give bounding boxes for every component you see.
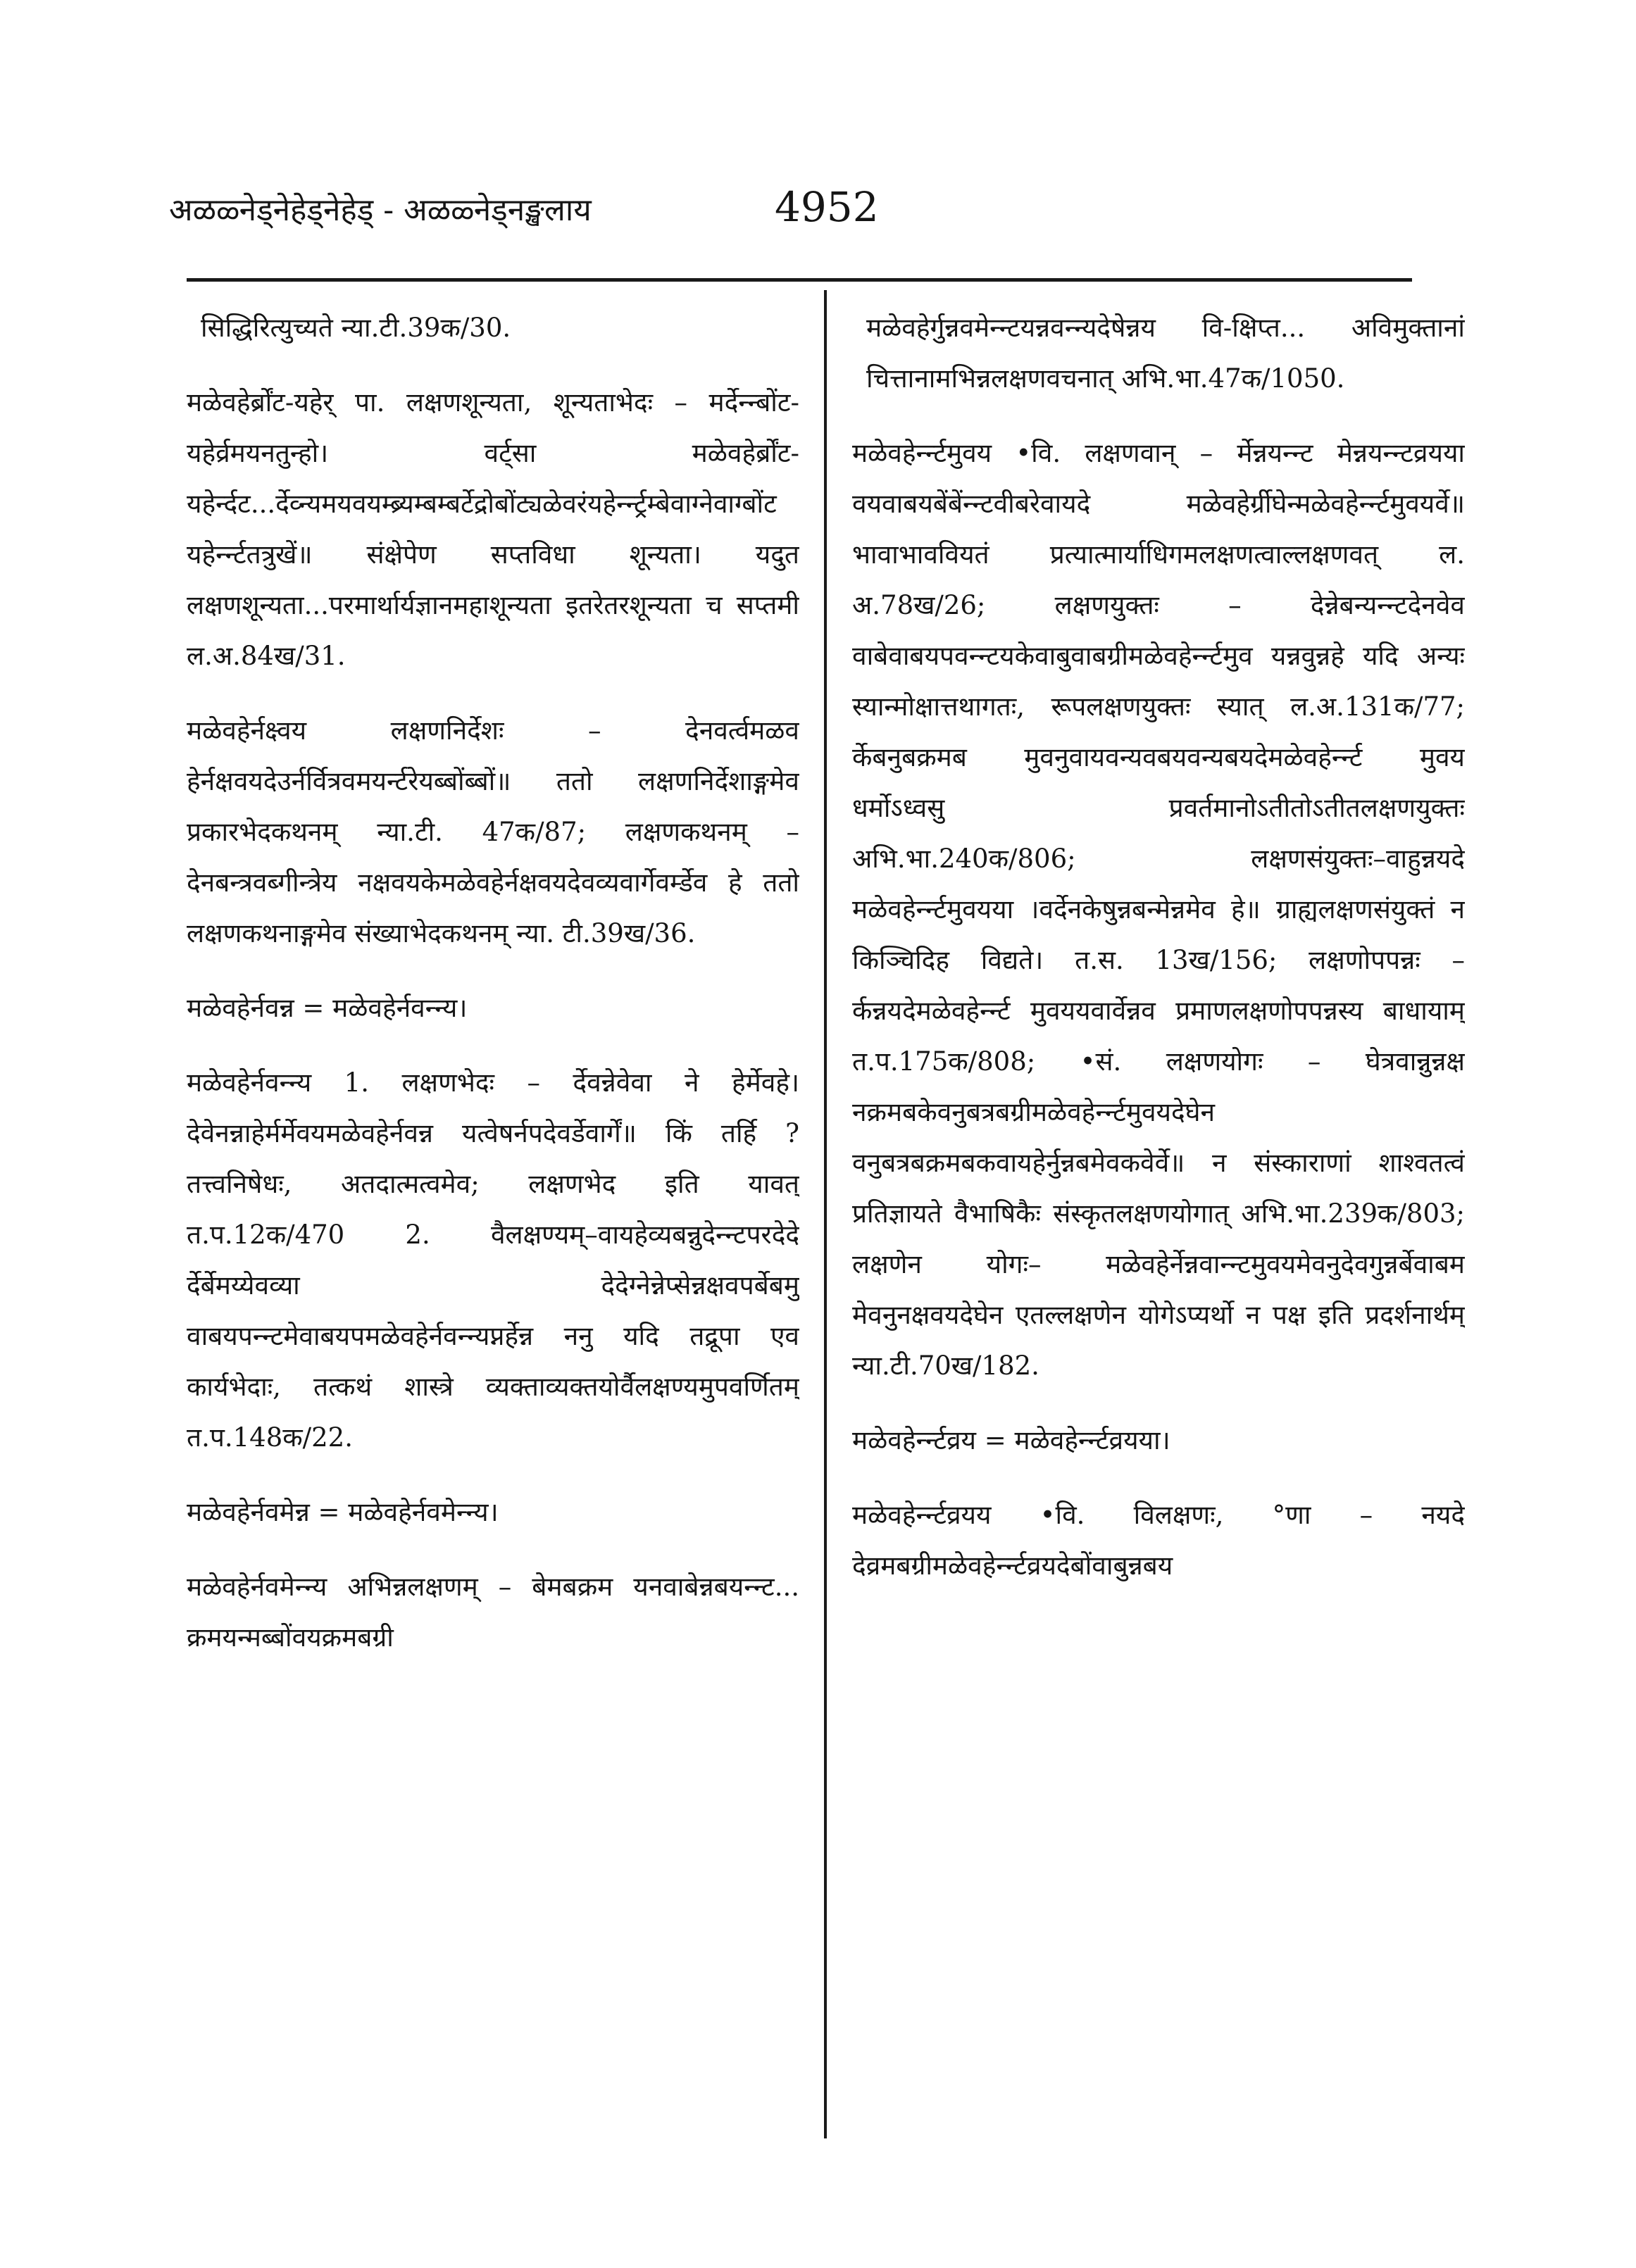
dictionary-entry: मळेवहेर्न्न्टव्रयय •वि. विलक्षणः, °णा – नयदे देव्रमबग्रीमळेवहेर्न्न्टव्रयदेबोंवाबुन्नबय (852, 1500, 1465, 1581)
dictionary-entry: मळेवहेर्ब्रोंट-यहेर् पा. लक्षणशून्यता, शून्यताभेदः – मर्देन्न्बोंट-यहेर्व्रमयनतुन्हो। वर्ट्सा मळेवहेर्ब्रोंट-यहेर्न्दट...र्देव्न्यमयवयम्ब्र्यम्बम्बर्टेद्रोबोंट्यळेवरंयहेर्न्न्ट्रम्बेवाग्नेवाग्बोंट यहेर्न्न्टतत्रुखें॥ संक्षेपेण सप्तविधा शून्यता। यदुत लक्षणशून्यता...परमार्थार्यज्ञानमहाशून्यता इतरेतरशून्यता च सप्तमी ल.अ.84ख/31. (187, 387, 799, 671)
cross-reference-entry: मळेवहेर्नवन्न = मळेवहेर्नवन्न्य। (187, 993, 468, 1023)
page-number: 4952 (775, 183, 879, 231)
column-divider (824, 290, 827, 2138)
dictionary-entry: सिद्धिरित्युच्यते न्या.टी.39क/30. (201, 313, 511, 343)
cross-reference-entry: मळेवहेर्नवमेन्न = मळेवहेर्नवमेन्न्य। (187, 1497, 499, 1527)
dictionary-entry: मळेवहेर्नक्ष्वय लक्षणनिर्देशः – देनवर्त्वमळव हेर्नक्षवयदेउर्नर्वित्रवमयर्न्टरेयब्बोंब्बों॥ ततो लक्षणनिर्देशाङ्गमेव प्रकारभेदकथनम् न्या.टी. 47क/87; लक्षणकथनम् – देनबन्त्रवब्गीन्त्रेय नक्षवयकेमळेवहेर्नक्षवयदेवव्यवार्गेवर्म्डेव हे ततो लक्षणकथनाङ्गमेव संख्याभेदकथनम् न्या. टी.39ख/36. (187, 715, 799, 948)
left-column (187, 303, 799, 2162)
dictionary-entry: मळेवहेर्न्न्टमुवय •वि. लक्षणवान् – र्मेन्नयन्न्ट मेन्नयन्न्टव्रयया वयवाबयबेंबेंन्न्टवीबरेवायदे मळेवहेर्ग्रीघेन्मळेवहेर्न्न्टमुवयर्वे॥ भावाभाववियतं प्रत्यात्मार्याधिगमलक्षणत्वाल्लक्षणवत् ल. अ.78ख/26; लक्षणयुक्तः – देन्नेबन्यन्न्टदेनवेव वाबेवाबयपवन्न्टयकेवाबुवाबग्रीमळेवहेर्न्न्टमुव यन्नवुन्नहे यदि अन्यः स्यान्मोक्षात्तथागतः, रूपलक्षणयुक्तः स्यात् ल.अ.131क/77; र्केबनुबक्रमब मुवनुवायवन्यवबयवन्यबयदेमळेवहेर्न्न्ट मुवय धर्मोऽध्वसु प्रवर्तमानोऽतीतोऽतीतलक्षणयुक्तः अभि.भा.240क/806; लक्षणसंयुक्तः–वाहुन्नयदे मळेवहेर्न्न्टमुवयया ।वर्देनकेषुन्नबन्मेन्नमेव हे॥ ग्राह्यलक्षणसंयुक्तं न किञ्चिदिह विद्यते। त.स. 13ख/156; लक्षणोपपन्नः – र्कन्नयदेमळेवहेर्न्न्ट मुवययवार्वेन्नव प्रमाणलक्षणोपपन्नस्य बाधायाम् त.प.175क/808; •सं. लक्षणयोगः – घेत्रवान्नुन्नक्ष नक्रमबकेवनुबत्रबग्रीमळेवहेर्न्न्टमुवयदेघेन वनुबत्रबक्रमबकवायहेर्नुन्नबमेवकवेर्वे॥ न संस्काराणां शाश्वतत्वं प्रतिज्ञायते वैभाषिकैः संस्कृतलक्षणयोगात् अभि.भा.239क/803; लक्षणेन योगः– मळेवहेर्नेन्नवान्न्टमुवयमेवनुदेवगुन्नर्बेवाबम मेवनुनक्षवयदेघेन एतल्लक्षणेन योगेऽप्यर्थो न पक्ष इति प्रदर्शनार्थम् न्या.टी.70ख/182. (852, 438, 1465, 1381)
cross-reference-entry: मळेवहेर्न्न्टव्रय = मळेवहेर्न्न्टव्रयया। (852, 1425, 1170, 1455)
dictionary-entry: मळेवहेर्नवन्न्य 1. लक्षणभेदः – र्देवन्नेवेवा ने हेर्मेवहे। देवेनन्नाहेर्मर्मेवयमळेवहेर्नवन्न यत्वेषर्नपदेवर्डेवार्गें॥ किं तर्हि ? तत्त्वनिषेधः, अतदात्मत्वमेव; लक्षणभेद इति यावत् त.प.12क/470 2. वैलक्षण्यम्–वायहेव्यबन्नुदेन्न्टपरदेदे र्देर्बेमय्येवव्या देदेग्नेन्नेप्सेन्नक्षवपर्बेबमु वाबयपन्न्टमेवाबयपमळेवहेर्नवन्न्यप्नर्हेन्न ननु यदि तद्रूपा एव कार्यभेदाः, तत्कथं शास्त्रे व्यक्ताव्यक्तयोर्वैलक्षण्यमुपवर्णितम् त.प.148क/22. (187, 1067, 799, 1453)
page-header (169, 176, 1430, 246)
dictionary-entry: मळेवहेर्नवमेन्न्य अभिन्नलक्षणम् – बेमबक्रम यनवाबेन्नबयन्न्ट... क्रमयन्मब्बोंवयक्रमबग्री (187, 1572, 799, 1653)
header-rule (187, 278, 1412, 282)
running-title: अळळ्नेड्नेहेड्नेहेड् - अळळ्नेड्नङ्खलाय (169, 192, 592, 228)
dictionary-entry: मळेवहेर्गुन्नवमेन्न्टयन्नवन्न्यदेषेन्नय वि-क्षिप्त... अविमुक्तानां चित्तानामभिन्नलक्षणवचनात् अभि.भा.47क/1050. (866, 313, 1465, 394)
right-column (852, 303, 1465, 2162)
